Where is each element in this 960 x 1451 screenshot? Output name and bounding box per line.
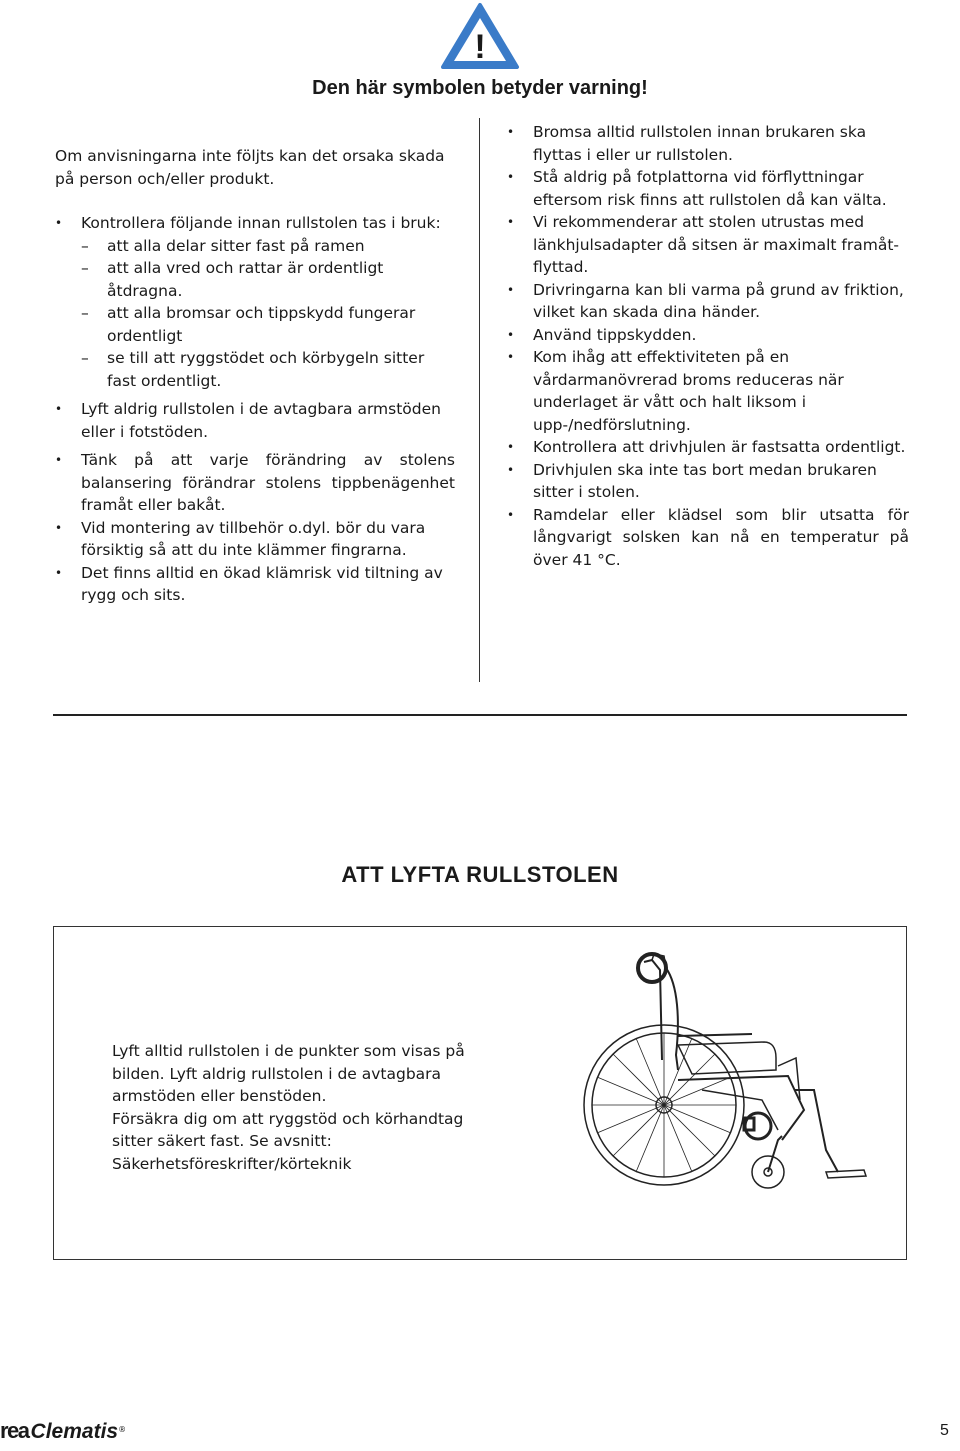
list-item: • Vid montering av tillbehör o.dyl. bör du vara försiktig så att du inte klämmer fingrarna. <box>55 517 455 562</box>
column-divider <box>479 118 480 682</box>
sub-list-item: – att alla vred och rattar är ordentligt åtdragna. <box>55 257 455 302</box>
intro-text: Om anvisningarna inte följts kan det orsaka skada på person och/eller produkt. <box>55 147 445 188</box>
sub-list-item: – att alla delar sitter fast på ramen <box>55 235 455 258</box>
sub-list-item: – se till att ryggstödet och körbygeln sitter fast ordentligt. <box>55 347 455 392</box>
list-item: • Kontrollera att drivhjulen är fastsatta ordentligt. <box>507 436 909 459</box>
list-item: • Vi rekommenderar att stolen utrustas med länkhjulsadapter då sitsen är maximalt framåt-flyttad. <box>507 211 909 279</box>
lift-instructions <box>112 1040 480 1175</box>
lift-paragraph: Försäkra dig om att ryggstöd och körhandtag sitter säkert fast. Se avsnitt: Säkerhetsföreskrifter/körteknik <box>112 1109 464 1173</box>
lift-paragraph: Lyft alltid rullstolen i de punkter som visas på bilden. Lyft aldrig rullstolen i de avtagbara armstöden eller benstöden. <box>112 1042 465 1105</box>
sub-list-item: – att alla bromsar och tippskydd fungerar ordentligt <box>55 302 455 347</box>
list-item: • Lyft aldrig rullstolen i de avtagbara armstöden eller i fotstöden. <box>55 398 455 443</box>
list-item: • Drivhjulen ska inte tas bort medan brukaren sitter i stolen. <box>507 459 909 504</box>
wheelchair-illustration <box>582 940 892 1190</box>
page-number: 5 <box>940 1422 949 1439</box>
list-item: • Kom ihåg att effektiviteten på en vårdarmanövrerad broms reduceras när underlaget är vått och halt liksom i upp-/nedförslutning. <box>507 346 909 436</box>
list-item: • Bromsa alltid rullstolen innan brukaren ska flyttas i eller ur rullstolen. <box>507 121 909 166</box>
warning-triangle-icon <box>440 2 520 70</box>
list-item: • Drivringarna kan bli varma på grund av friktion, vilket kan skada dina händer. <box>507 279 909 324</box>
list-item: • Kontrollera följande innan rullstolen tas i bruk: <box>55 212 455 235</box>
warning-heading: Den här symbolen betyder varning! <box>312 77 648 99</box>
left-column <box>55 145 455 607</box>
brand-prefix: rea <box>0 1418 29 1443</box>
list-item: • Det finns alltid en ökad klämrisk vid tiltning av rygg och sits. <box>55 562 455 607</box>
brand-logo <box>0 1416 126 1446</box>
list-item: • Använd tippskydden. <box>507 324 909 347</box>
right-column <box>507 121 909 571</box>
section-divider <box>53 714 907 716</box>
list-item: • Stå aldrig på fotplattorna vid förflyttningar eftersom risk finns att rullstolen då kan välta. <box>507 166 909 211</box>
brand-name: Clematis <box>30 1420 119 1443</box>
svg-text:!: ! <box>474 28 486 66</box>
section-title: ATT LYFTA RULLSTOLEN <box>341 862 619 887</box>
brand-registered-mark: ® <box>118 1424 127 1434</box>
list-item: • Ramdelar eller klädsel som blir utsatta för långvarigt solsken kan nå en temperatur på över 41 °C. <box>507 504 909 572</box>
list-item: • Tänk på att varje förändring av stolens balansering förändrar stolens tippbenägenhet framåt eller bakåt. <box>55 449 455 517</box>
